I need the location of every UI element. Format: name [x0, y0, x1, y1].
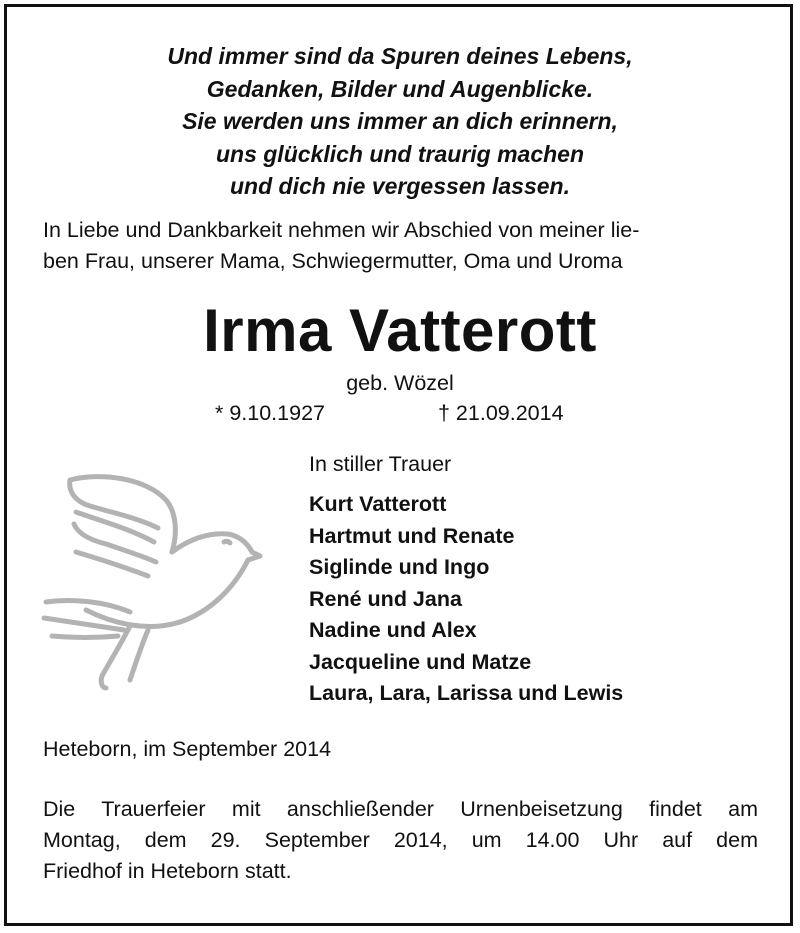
birth-date: * 9.10.1927: [215, 401, 325, 425]
place-date: Heteborn, im September 2014: [43, 737, 332, 761]
deceased-name: Irma Vatterott: [203, 297, 597, 364]
poem: [0, 40, 800, 203]
mourner-name: René und Jana: [309, 586, 462, 611]
ceremony-line: Die Trauerfeier mit anschließender Urnenbeisetzung findet am: [43, 797, 758, 821]
birth-name: geb. Wözel: [346, 371, 454, 395]
death-date: † 21.09.2014: [438, 401, 564, 425]
poem-line: und dich nie vergessen lassen.: [229, 173, 570, 199]
intro-line: ben Frau, unserer Mama, Schwiegermutter, Oma und Uroma: [43, 249, 623, 273]
ceremony-notice: [43, 794, 758, 887]
mourner-name: Siglinde und Ingo: [309, 555, 490, 579]
ceremony-line: Montag, dem 29. September 2014, um 14.00 Uhr auf dem: [43, 828, 758, 852]
poem-line: Und immer sind da Spuren deines Lebens,: [167, 43, 633, 69]
ceremony-line: Friedhof in Heteborn statt.: [43, 859, 292, 883]
mourning-heading: In stiller Trauer: [309, 452, 452, 476]
intro-line: In Liebe und Dankbarkeit nehmen wir Abschied von meiner lie-: [43, 218, 640, 242]
mourner-name: Jacqueline und Matze: [309, 649, 532, 674]
mourners-list: [309, 489, 623, 710]
poem-line: Sie werden uns immer an dich erinnern,: [182, 108, 618, 134]
mourner-name: Hartmut und Renate: [309, 523, 515, 548]
mourner-name: Nadine und Alex: [309, 618, 477, 642]
mourner-name: Kurt Vatterott: [309, 492, 447, 516]
mourner-name: Laura, Lara, Larissa und Lewis: [309, 681, 624, 705]
dove-icon: [38, 466, 263, 694]
poem-line: uns glücklich und traurig machen: [215, 140, 585, 167]
intro-text: [43, 215, 758, 277]
poem-line: Gedanken, Bilder und Augenblicke.: [206, 75, 594, 102]
